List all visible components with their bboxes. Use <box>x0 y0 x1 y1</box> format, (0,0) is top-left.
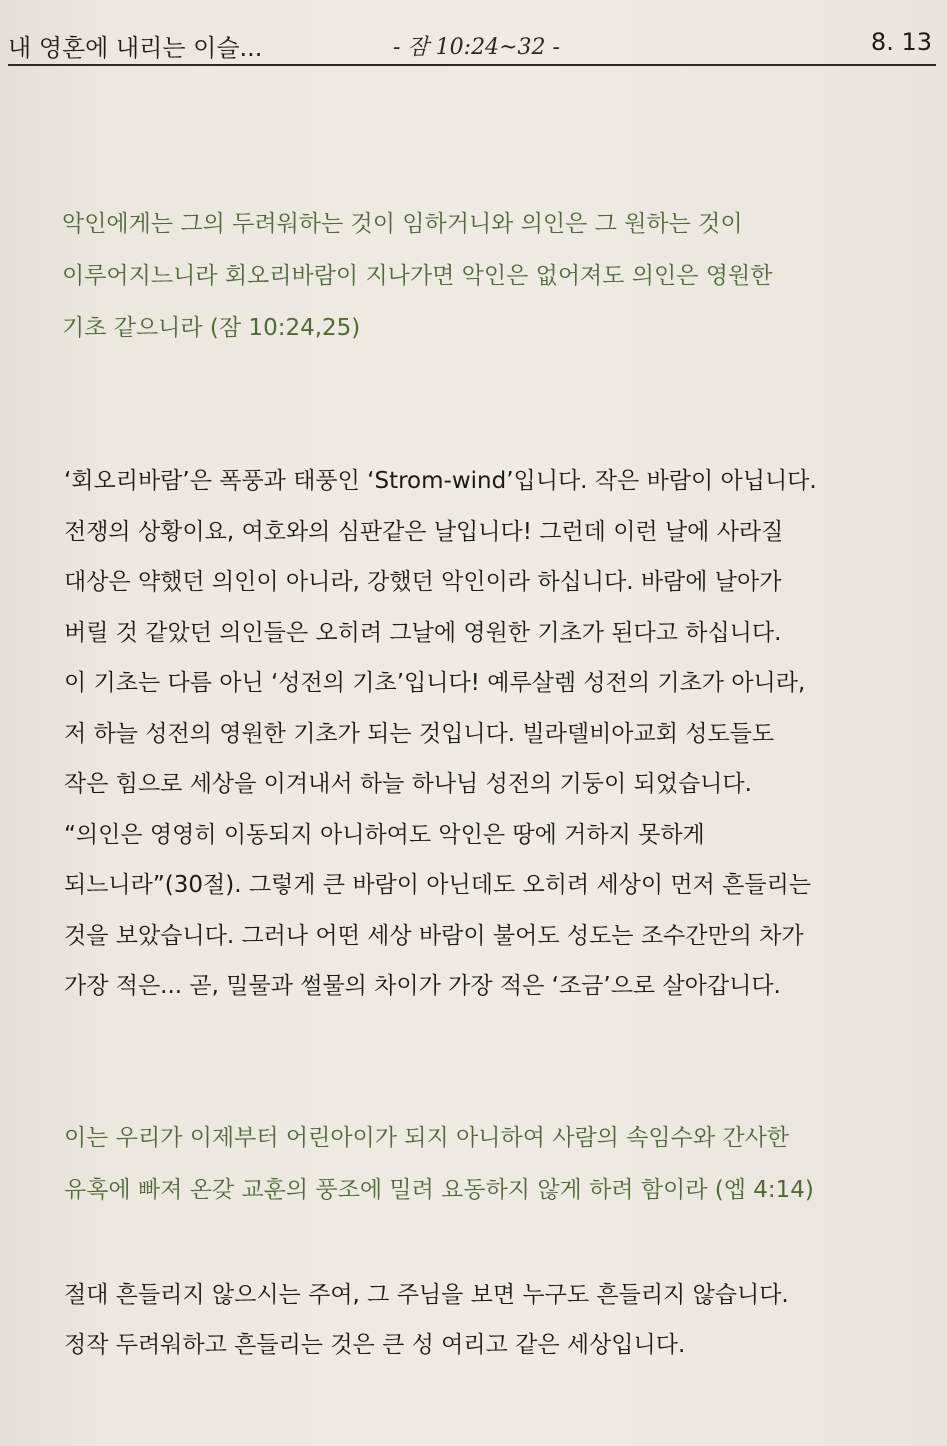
scripture-verse-proverbs <box>62 198 772 354</box>
paragraph-line: 정작 두려워하고 흔들리는 것은 큰 성 여리고 같은 세상입니다. <box>64 1332 686 1358</box>
book-title: 내 영혼에 내리는 이슬... <box>8 34 263 62</box>
paragraph-line: 저 하늘 성전의 영원한 기초가 되는 것입니다. 빌라델비아교회 성도들도 <box>64 720 775 747</box>
paragraph-line: 버릴 것 같았던 의인들은 오히려 그날에 영원한 기초가 된다고 하십니다. <box>64 619 782 646</box>
closing-paragraph <box>64 1270 789 1370</box>
paragraph-line: 대상은 약했던 의인이 아니라, 강했던 악인이라 하십니다. 바람에 날아가 <box>64 569 782 595</box>
verse-line: 악인에게는 그의 두려워하는 것이 임하거니와 의인은 그 원하는 것이 <box>62 211 743 237</box>
paragraph-line: 전쟁의 상황이요, 여호와의 심판같은 날입니다! 그런데 이런 날에 사라질 <box>64 518 784 545</box>
paragraph-line: 이 기초는 다름 아닌 ‘성전의 기초’입니다! 예루살렘 성전의 기초가 아니라, <box>64 670 806 696</box>
verse-line: 이루어지느니라 회오리바람이 지나가면 악인은 없어져도 의인은 영원한 <box>62 263 773 289</box>
paragraph-line: 되느니라”(30절). 그렇게 큰 바람이 아닌데도 오히려 세상이 먼저 흔들리는 <box>64 872 812 898</box>
page-date: 8. 13 <box>870 28 932 56</box>
paragraph-line: 절대 흔들리지 않으시는 주여, 그 주님을 보면 누구도 흔들리지 않습니다. <box>64 1282 789 1308</box>
paragraph-line: 작은 힘으로 세상을 이겨내서 하늘 하나님 성전의 기둥이 되었습니다. <box>64 771 752 797</box>
page-header <box>8 18 938 66</box>
verse-line: 기초 같으니라 (잠 10:24,25) <box>62 315 361 341</box>
paragraph-line: “의인은 영영히 이동되지 아니하여도 악인은 땅에 거하지 못하게 <box>64 821 705 848</box>
paragraph-line: 가장 적은... 곧, 밀물과 썰물의 차이가 가장 적은 ‘조금’으로 살아갑니다. <box>64 973 781 999</box>
scripture-verse-ephesians <box>64 1112 814 1216</box>
verse-line: 이는 우리가 이제부터 어린아이가 되지 아니하여 사람의 속임수와 간사한 <box>64 1125 790 1151</box>
meditation-paragraph <box>64 456 817 1012</box>
passage-reference: - 잠 10:24~32 - <box>393 35 560 60</box>
paragraph-line: 것을 보았습니다. 그러나 어떤 세상 바람이 불어도 성도는 조수간만의 차가 <box>64 922 804 949</box>
header-divider <box>8 64 936 66</box>
paragraph-line: ‘회오리바람’은 폭풍과 태풍인 ‘Strom-wind’입니다. 작은 바람이 아닙니다. <box>64 468 817 494</box>
verse-line: 유혹에 빠져 온갖 교훈의 풍조에 밀려 요동하지 않게 하려 함이라 (엡 4:14) <box>64 1177 814 1203</box>
